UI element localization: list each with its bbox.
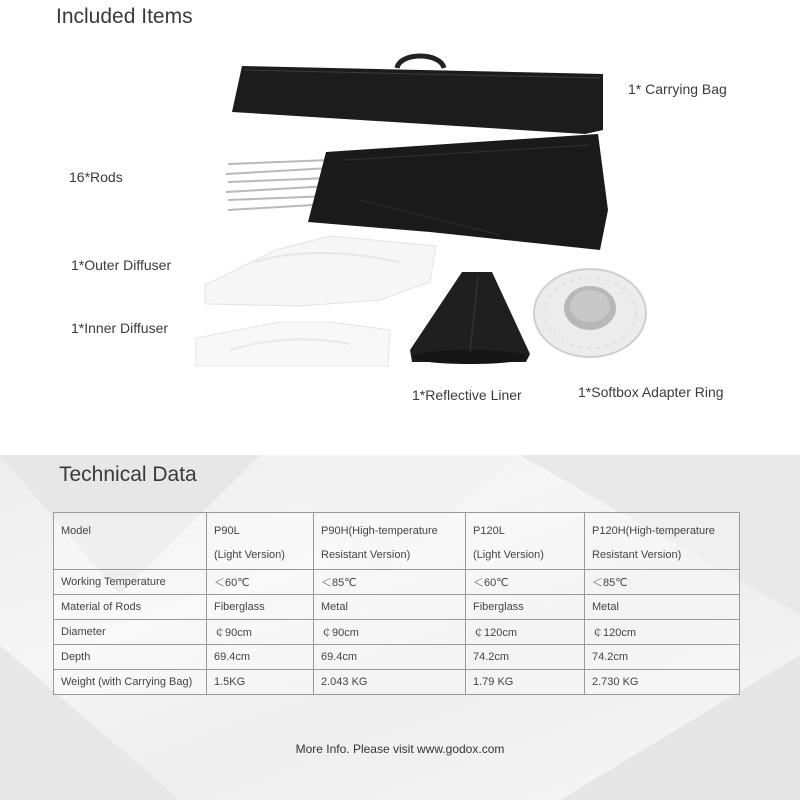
more-info-note: More Info. Please visit www.godox.com	[295, 742, 505, 756]
cell-p120l: ＜60℃	[466, 570, 585, 595]
specifications-table	[53, 512, 740, 695]
cell-p90h: ￠90cm	[314, 620, 466, 645]
reflective-liner-image	[410, 272, 530, 364]
header-p120h-name: P120H(High-temperature	[592, 525, 715, 537]
cell-p90h: Metal	[314, 595, 466, 620]
inner-diffuser-image	[196, 322, 390, 366]
header-p120h-version: Resistant Version)	[592, 549, 682, 561]
cell-p90h: 2.043 KG	[314, 670, 466, 695]
softbox-body-image	[308, 134, 608, 250]
inner-diffuser-label: 1*Inner Diffuser	[71, 320, 169, 336]
cell-p120l: 1.79 KG	[466, 670, 585, 695]
header-p90h-version: Resistant Version)	[321, 549, 411, 561]
cell-p90l: 1.5KG	[207, 670, 314, 695]
header-model: Model	[54, 513, 207, 570]
cell-p90h: 69.4cm	[314, 645, 466, 670]
table-row-material-of-rods	[54, 595, 740, 620]
row-label: Weight (with Carrying Bag)	[54, 670, 207, 695]
header-p90h	[314, 513, 466, 570]
carrying-bag-label: 1* Carrying Bag	[628, 81, 727, 97]
technical-data-title: Technical Data	[59, 463, 197, 486]
cell-p120l: Fiberglass	[466, 595, 585, 620]
cell-p120h: ￠120cm	[585, 620, 740, 645]
cell-p90h: ＜85℃	[314, 570, 466, 595]
adapter-ring-image	[534, 269, 646, 357]
cell-p120l: ￠120cm	[466, 620, 585, 645]
carrying-bag-image	[232, 56, 603, 134]
cell-p120h: ＜85℃	[585, 570, 740, 595]
cell-p120l: 74.2cm	[466, 645, 585, 670]
table-row-working-temperature	[54, 570, 740, 595]
row-label: Depth	[54, 645, 207, 670]
header-p120l-version: (Light Version)	[473, 549, 544, 561]
header-p90h-name: P90H(High-temperature	[321, 525, 438, 537]
row-label: Material of Rods	[54, 595, 207, 620]
outer-diffuser-image	[205, 236, 436, 306]
header-p90l-name: P90L	[214, 525, 240, 537]
header-p120l	[466, 513, 585, 570]
header-p120h	[585, 513, 740, 570]
cell-p90l: ＜60℃	[207, 570, 314, 595]
cell-p120h: 2.730 KG	[585, 670, 740, 695]
header-p90l	[207, 513, 314, 570]
cell-p90l: 69.4cm	[207, 645, 314, 670]
included-items-title: Included Items	[56, 5, 193, 28]
table-header-row	[54, 513, 740, 570]
row-label: Working Temperature	[54, 570, 207, 595]
header-p120l-name: P120L	[473, 525, 505, 537]
rods-label: 16*Rods	[69, 169, 123, 185]
adapter-ring-label: 1*Softbox Adapter Ring	[578, 384, 724, 400]
header-p90l-version: (Light Version)	[214, 549, 285, 561]
cell-p120h: Metal	[585, 595, 740, 620]
outer-diffuser-label: 1*Outer Diffuser	[71, 257, 172, 273]
cell-p90l: Fiberglass	[207, 595, 314, 620]
row-label: Diameter	[54, 620, 207, 645]
reflective-liner-label: 1*Reflective Liner	[412, 387, 522, 403]
table-row-depth	[54, 645, 740, 670]
table-row-weight	[54, 670, 740, 695]
table-row-diameter	[54, 620, 740, 645]
cell-p120h: 74.2cm	[585, 645, 740, 670]
cell-p90l: ￠90cm	[207, 620, 314, 645]
